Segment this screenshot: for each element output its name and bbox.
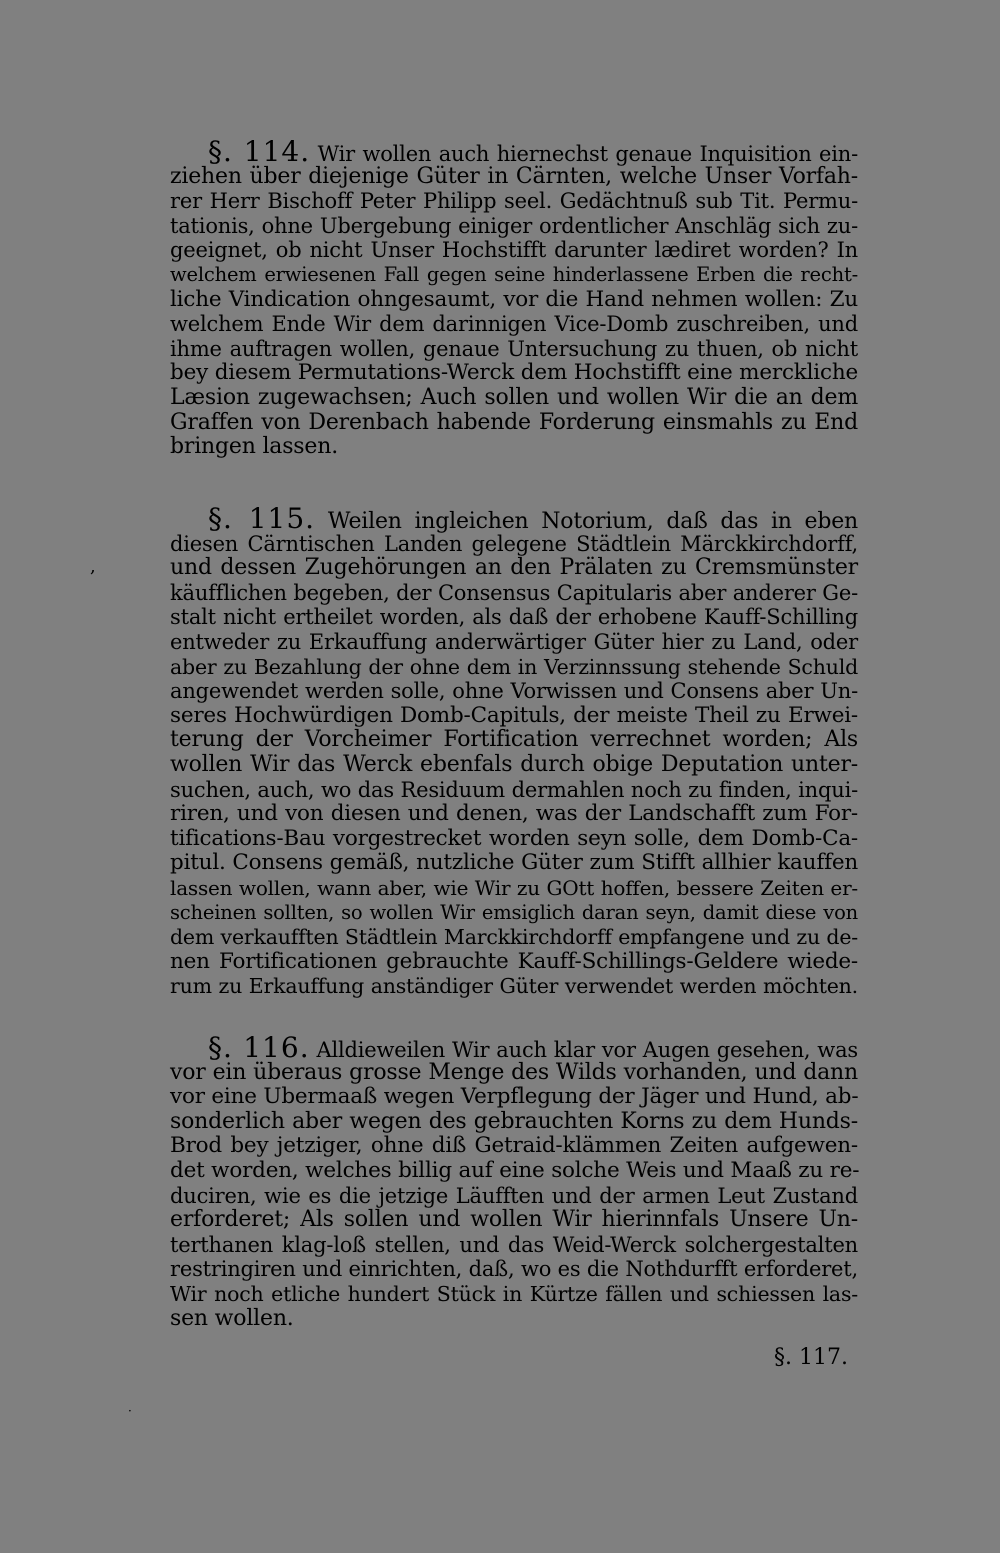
- text-line: duciren, wie es die jetzige Läufften und der armen Leut Zustand: [170, 1183, 858, 1208]
- text-line: bey diesem Permutations-Werck dem Hochstifft eine merckliche: [170, 360, 858, 386]
- text-line: terthanen klag-loß stellen, und das Weid-Werck solchergestalten: [170, 1232, 858, 1257]
- text-line: geeignet, ob nicht Unser Hochstifft darunter lædiret worden? In: [170, 238, 858, 263]
- text-line: welchem erwiesenen Fall gegen seine hinderlassene Erben die recht-: [170, 262, 858, 286]
- catchword: §. 117.: [774, 1345, 848, 1370]
- text-line: dem verkaufften Städtlein Marckkirchdorff empfangene und zu de-: [170, 925, 858, 950]
- text-line: terung der Vorcheimer Fortification verrechnet worden; Als: [170, 727, 858, 753]
- text-line: stalt nicht ertheilet worden, als daß der erhobene Kauff-Schilling: [170, 605, 858, 630]
- text-line: nen Fortificationen gebrauchte Kauff-Schillings-Geldere wiede-: [170, 948, 858, 974]
- text-line: ziehen über diejenige Güter in Cärnten, welche Unser Vorfah-: [170, 163, 858, 189]
- text-line: restringiren und einrichten, daß, wo es die Nothdurfft erforderet,: [170, 1257, 859, 1282]
- text-line: welchem Ende Wir dem darinnigen Vice-Domb zuschreiben, und: [170, 312, 858, 337]
- text-line: erforderet; Als sollen und wollen Wir hierinnfals Unsere Un-: [170, 1207, 858, 1233]
- text-line: liche Vindication ohngesaumt, vor die Hand nehmen wollen: Zu: [170, 286, 858, 312]
- text-line: entweder zu Erkauffung anderwärtiger Güter hier zu Land, oder: [170, 629, 858, 654]
- section-mark: §. 115.: [208, 502, 316, 535]
- paragraph-116: [170, 1031, 860, 1331]
- paragraph-115: [170, 502, 858, 999]
- text-line: Graffen von Derenbach habende Forderung einsmahls zu End: [170, 409, 858, 435]
- text-line: diesen Cärntischen Landen gelegene Städtlein Märckkirchdorff,: [170, 531, 858, 556]
- text-line: sen wollen.: [170, 1305, 294, 1331]
- text-line: bringen lassen.: [170, 434, 338, 460]
- text-line: riren, und von diesen und denen, was der Landschafft zum For-: [170, 801, 858, 827]
- text-line: Læsion zugewachsen; Auch sollen und wollen Wir die an dem: [170, 384, 858, 410]
- text-line: scheinen sollten, so wollen Wir emsiglich daran seyn, damit diese von: [170, 900, 858, 924]
- ink-speck: ·: [128, 1404, 132, 1418]
- text-line: lassen wollen, wann aber, wie Wir zu GOtt hoffen, bessere Zeiten er-: [170, 875, 858, 900]
- text-line: ihme auftragen wollen, genaue Untersuchung zu thuen, ob nicht: [170, 336, 858, 361]
- text-line: aber zu Bezahlung der ohne dem in Verzinnssung stehende Schuld: [170, 654, 858, 679]
- text-line: käufflichen begeben, der Consensus Capitularis aber anderer Ge-: [170, 580, 858, 605]
- section-mark: §. 116.: [208, 1031, 310, 1064]
- text-line: tationis, ohne Ubergebung einiger ordentlicher Anschläg sich zu-: [170, 213, 858, 238]
- text-line: vor eine Ubermaaß wegen Verpflegung der Jäger und Hund, ab-: [170, 1084, 859, 1110]
- text-line: vor ein überaus grosse Menge des Wilds vorhanden, und dann: [170, 1059, 858, 1085]
- text-line: rer Herr Bischoff Peter Philipp seel. Gedächtnuß sub Tit. Permu-: [170, 189, 858, 214]
- text-line: angewendet werden solle, ohne Vorwissen und Consens aber Un-: [170, 679, 858, 704]
- text-line: Wir noch etliche hundert Stück in Kürtze fällen und schiessen las-: [170, 1281, 858, 1306]
- text-line: suchen, auch, wo das Residuum dermahlen noch zu finden, inqui-: [170, 777, 858, 802]
- text-line: det worden, welches billig auf eine solche Weis und Maaß zu re-: [170, 1157, 860, 1183]
- text-line: tifications-Bau vorgestrecket worden seyn solle, dem Domb-Ca-: [170, 825, 858, 851]
- text-line: §. 115. Weilen ingleichen Notorium, daß das in eben: [208, 502, 858, 535]
- text-line: §. 114. Wir wollen auch hiernechst genaue Inquisition ein-: [208, 135, 858, 168]
- text-line: wollen Wir das Werck ebenfals durch obige Deputation unter-: [170, 751, 858, 777]
- text-line: §. 116. Alldieweilen Wir auch klar vor Augen gesehen, was: [208, 1031, 858, 1064]
- text-line: pitul. Consens gemäß, nutzliche Güter zum Stifft allhier kauffen: [170, 850, 858, 876]
- section-mark: §. 114.: [208, 135, 311, 168]
- text-line: rum zu Erkauffung anständiger Güter verwendet werden möchten.: [170, 974, 858, 999]
- ink-speck: ,: [90, 556, 96, 577]
- text-line: sonderlich aber wegen des gebrauchten Korns zu dem Hunds-: [170, 1108, 858, 1134]
- text-line: und dessen Zugehörungen an den Prälaten zu Cremsmünster: [170, 555, 858, 581]
- paragraph-114: [170, 135, 858, 460]
- text-line: Brod bey jetziger, ohne diß Getraid-klämmen Zeiten aufgewen-: [170, 1133, 858, 1159]
- text-line: seres Hochwürdigen Domb-Capituls, der meiste Theil zu Erwei-: [170, 702, 858, 728]
